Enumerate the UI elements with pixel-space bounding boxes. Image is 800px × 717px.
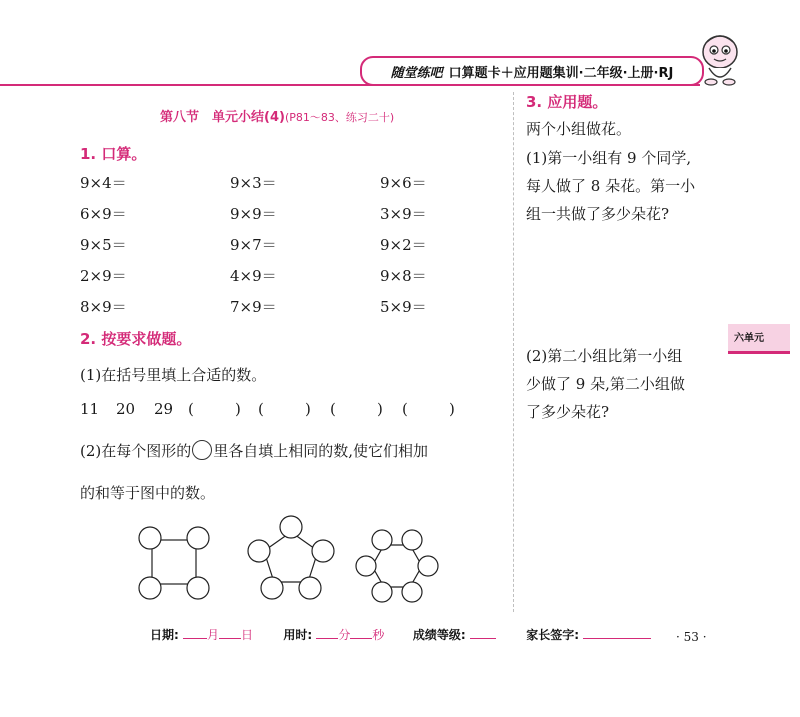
calc-item: 9×3＝ (230, 174, 277, 192)
q3-intro: 两个小组做花。 (526, 120, 632, 138)
calc-item: 4×9＝ (230, 267, 277, 285)
q3-heading: 3. 应用题。 (526, 93, 608, 111)
footer-fields (150, 626, 651, 643)
sequence-item: 20 (116, 400, 136, 418)
square-figure (130, 510, 220, 610)
q3-p1-line: (1)第一小组有 9 个同学, (526, 149, 692, 167)
calc-item: 7×9＝ (230, 298, 277, 316)
month-unit: 月 (207, 628, 220, 642)
minute-field[interactable] (316, 627, 338, 639)
sequence-item: 29 (154, 400, 174, 418)
q3-p1-line: 每人做了 8 朵花。第一小 (526, 177, 696, 195)
date-label: 日期: (150, 628, 179, 642)
calc-item: 9×5＝ (80, 236, 127, 254)
calc-item: 5×9＝ (380, 298, 427, 316)
grade-field[interactable] (470, 627, 496, 639)
section-title (160, 106, 394, 125)
section-pages: (P81～83、练习二十) (284, 111, 395, 124)
q3-p1-line: 组一共做了多少朵花? (526, 205, 670, 223)
calc-item: 3×9＝ (380, 205, 427, 223)
sequence-blank-open[interactable]: ( (188, 400, 194, 418)
second-unit: 秒 (372, 628, 385, 642)
q2-part1-text: (1)在括号里填上合适的数。 (80, 366, 267, 384)
sequence-blank-open[interactable]: ( (258, 400, 264, 418)
day-unit: 日 (241, 628, 254, 642)
hexagon-figure (350, 510, 445, 610)
day-field[interactable] (219, 627, 241, 639)
minute-unit: 分 (338, 628, 351, 642)
q2-part2-line2: 的和等于图中的数。 (80, 484, 216, 502)
second-field[interactable] (350, 627, 372, 639)
sequence-blank-open[interactable]: ( (402, 400, 408, 418)
sequence-blank-close: ) (377, 400, 383, 418)
time-label: 用时: (283, 628, 313, 642)
q3-p2-line: (2)第二小组比第一小组 (526, 347, 683, 365)
month-field[interactable] (183, 627, 207, 639)
pentagon-figure (240, 510, 340, 610)
q1-heading: 1. 口算。 (80, 145, 147, 163)
sequence-blank-open[interactable]: ( (330, 400, 336, 418)
mascot-icon (695, 30, 745, 88)
calc-item: 9×2＝ (380, 236, 427, 254)
calc-item: 8×9＝ (80, 298, 127, 316)
sequence-blank-close: ) (449, 400, 455, 418)
brand-title: 随堂练吧 (390, 65, 443, 81)
circle-icon (192, 440, 212, 460)
calc-item: 9×8＝ (380, 267, 427, 285)
q2-part2-before: (2)在每个图形的 (80, 442, 192, 460)
column-divider (513, 92, 514, 612)
q2-part2-after: 里各自填上相同的数,使它们相加 (213, 442, 429, 460)
unit-side-tab: 六单元 (728, 324, 790, 354)
calc-item: 9×4＝ (80, 174, 127, 192)
calc-item: 9×9＝ (230, 205, 277, 223)
q3-p2-line: 了多少朵花? (526, 403, 610, 421)
q3-p2-line: 少做了 9 朵,第二小组做 (526, 375, 685, 393)
page-number: · 53 · (676, 630, 707, 644)
calc-item: 9×7＝ (230, 236, 277, 254)
calc-item: 2×9＝ (80, 267, 127, 285)
parent-signature-field[interactable] (583, 627, 651, 639)
sequence-blank-close: ) (305, 400, 311, 418)
sequence-item: 11 (80, 400, 100, 418)
sequence-blank-close: ) (235, 400, 241, 418)
header-banner (360, 56, 704, 86)
q2-heading: 2. 按要求做题。 (80, 330, 192, 348)
parent-signature-label: 家长签字: (526, 628, 579, 642)
q2-part2-line1 (80, 440, 428, 461)
header-subtitle: 口算题卡＋应用题集训·二年级·上册·RJ (448, 65, 674, 81)
calc-item: 6×9＝ (80, 205, 127, 223)
calc-item: 9×6＝ (380, 174, 427, 192)
section-title-text: 第八节 单元小结(4) (160, 110, 285, 125)
grade-label: 成绩等级: (412, 628, 466, 642)
